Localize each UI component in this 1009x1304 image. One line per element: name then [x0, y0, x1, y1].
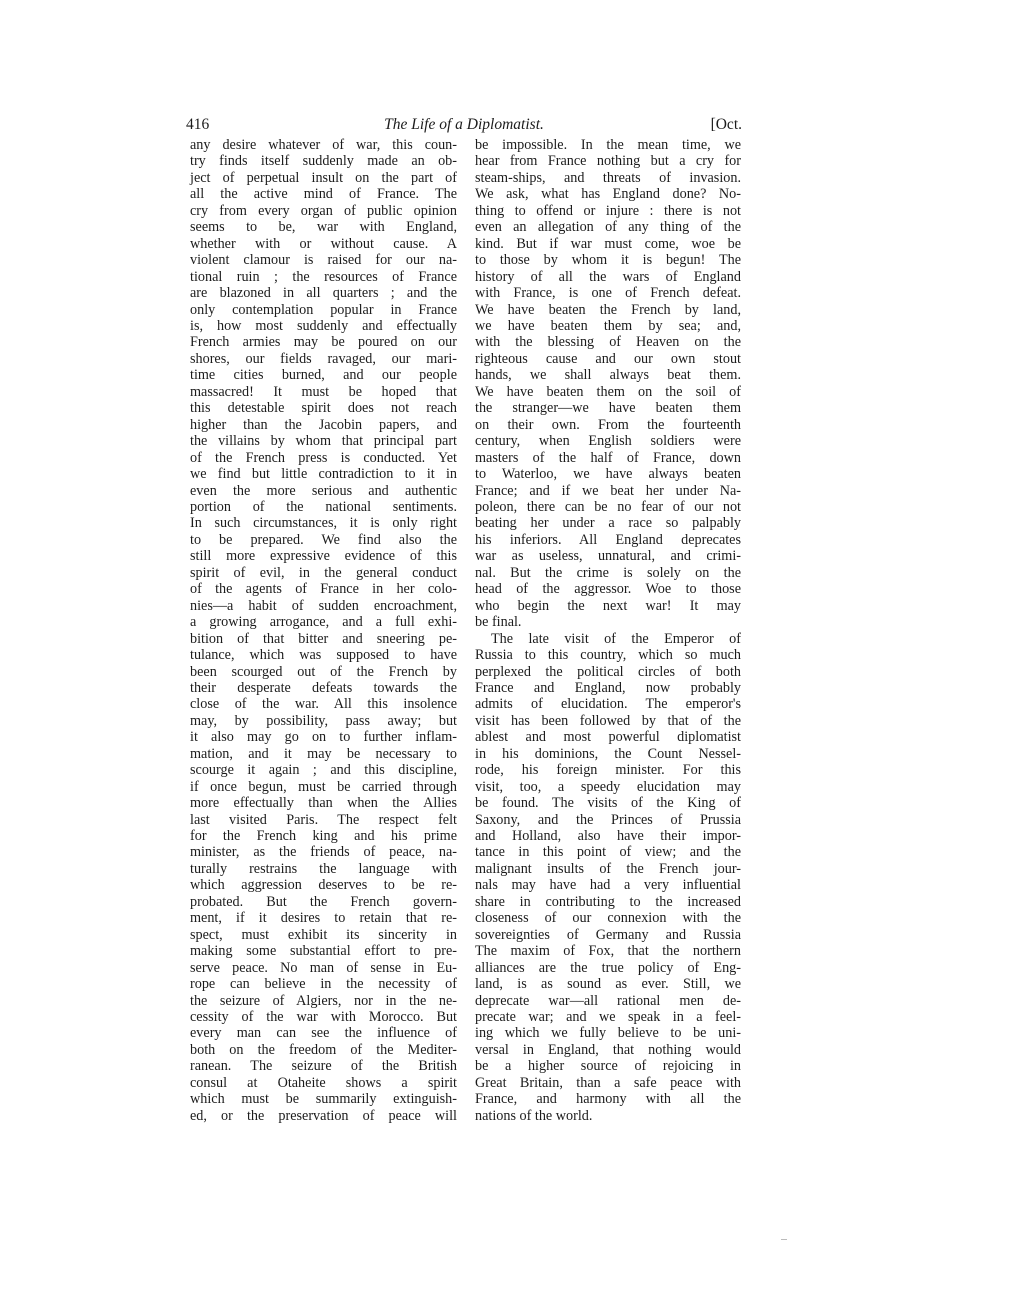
text-line: In such circumstances, it is only right [190, 515, 457, 532]
text-line: only contemplation popular in France [190, 301, 457, 318]
text-line: we have beaten them by sea; and, [475, 317, 741, 334]
text-line: still more expressive evidence of this [190, 548, 457, 565]
text-line: higher than the Jacobin papers, and [190, 416, 457, 433]
text-line: tance in this point of view; and the [475, 844, 741, 861]
text-line: for the French king and his prime [190, 828, 457, 845]
text-line: ablest and most powerful diplomatist [475, 729, 741, 746]
running-header [186, 116, 742, 138]
text-line: been scourged out of the French by [190, 663, 457, 680]
text-line: portion of the national sentiments. [190, 498, 457, 515]
text-line: turally restrains the language with [190, 860, 457, 877]
text-line: French armies may be poured on our [190, 334, 457, 351]
text-line: every man can see the influence of [190, 1025, 457, 1042]
text-line: alliances are the true policy of Eng- [475, 959, 741, 976]
text-line: We have beaten the French by land, [475, 301, 741, 318]
text-line: if once begun, must be carried through [190, 778, 457, 795]
text-line: of the agents of France in her colo- [190, 581, 457, 598]
text-line: more effectually than when the Allies [190, 795, 457, 812]
text-line: poleon, there can be no fear of our not [475, 498, 741, 515]
scan-speck [781, 1239, 787, 1240]
text-line: minister, as the friends of peace, na- [190, 844, 457, 861]
text-line: be final. [475, 614, 522, 631]
text-line: century, when English soldiers were [475, 433, 741, 450]
text-line: and Holland, also have their impor- [475, 828, 741, 845]
text-line: whether with or without cause. A [190, 235, 457, 252]
text-line: admits of elucidation. The emperor's [475, 696, 741, 713]
text-line: sovereignties of Germany and Russia [475, 926, 741, 943]
text-line: it also may go on to further inflam- [190, 729, 457, 746]
text-line: We ask, what has England done? No- [475, 186, 741, 203]
text-line: time cities burned, and our people [190, 367, 457, 384]
text-line: all the active mind of France. The [190, 186, 457, 203]
text-line: rode, his foreign minister. For this [475, 762, 741, 779]
text-line: kind. But if war must come, woe be [475, 235, 741, 252]
text-line: Great Britain, than a safe peace with [475, 1074, 741, 1091]
text-line: hands, we shall always beat them. [475, 367, 741, 384]
text-line: spect, must exhibit its sincerity in [190, 926, 457, 943]
text-line: closeness of our connexion with the [475, 910, 741, 927]
text-line: share in contributing to the increased [475, 893, 741, 910]
text-line: on their own. From the fourteenth [475, 416, 741, 433]
text-line: close of the war. All this insolence [190, 696, 457, 713]
text-line: to those by whom it is begun! The [475, 252, 741, 269]
text-line: The late visit of the Emperor of [491, 630, 741, 647]
text-line: the villains by whom that principal part [190, 433, 457, 450]
text-line: nations of the world. [475, 1107, 593, 1124]
text-line: The maxim of Fox, that the northern [475, 943, 741, 960]
text-line: be a higher source of rejoicing in [475, 1058, 741, 1075]
text-line: ed, or the preservation of peace will [190, 1107, 457, 1124]
text-line: Russia to this country, which so much [475, 647, 741, 664]
text-line: tulance, which was supposed to have [190, 647, 457, 664]
text-line: the stranger—we have beaten them [475, 400, 741, 417]
text-line: nies—a habit of sudden encroachment, [190, 597, 457, 614]
text-line: nals may have had a very influential [475, 877, 741, 894]
text-line: versal in England, that nothing would [475, 1041, 741, 1058]
text-line: in his dominions, the Count Nessel- [475, 745, 741, 762]
text-line: France; and if we beat her under Na- [475, 482, 741, 499]
text-line: Saxony, and the Princes of Prussia [475, 811, 741, 828]
text-line: of the French press is conducted. Yet [190, 449, 457, 466]
text-line: massacred! It must be hoped that [190, 383, 457, 400]
text-line: be found. The visits of the King of [475, 795, 741, 812]
running-title: The Life of a Diplomatist. [384, 116, 544, 133]
text-line: who begin the next war! It may [475, 597, 741, 614]
text-line: even the more serious and authentic [190, 482, 457, 499]
text-line: spirit of evil, in the general conduct [190, 564, 457, 581]
text-line: which must be summarily extinguish- [190, 1091, 457, 1108]
text-line: bition of that bitter and sneering pe- [190, 630, 457, 647]
text-line: consul at Otaheite shows a spirit [190, 1074, 457, 1091]
text-line: with the blessing of Heaven on the [475, 334, 741, 351]
text-line: a growing arrogance, and a full exhi- [190, 614, 457, 631]
text-line: hear from France nothing but a cry for [475, 153, 741, 170]
text-line: steam-ships, and threats of invasion. [475, 169, 741, 186]
text-line: ment, if it desires to retain that re- [190, 910, 457, 927]
text-line: scourge it again ; and this discipline, [190, 762, 457, 779]
text-line: to Waterloo, we have always beaten [475, 466, 741, 483]
text-line: nal. But the crime is solely on the [475, 564, 741, 581]
text-line: perplexed the political circles of both [475, 663, 741, 680]
text-line: history of all the wars of England [475, 268, 741, 285]
text-line: war as useless, unnatural, and crimi- [475, 548, 741, 565]
text-line: malignant insults of the French jour- [475, 860, 741, 877]
text-line: land, is as sound as ever. Still, we [475, 976, 741, 993]
text-line: cry from every organ of public opinion [190, 202, 457, 219]
text-line: head of the aggressor. Woe to those [475, 581, 741, 598]
text-line: probated. But the French govern- [190, 893, 457, 910]
text-line: thing to offend or injure : there is not [475, 202, 741, 219]
text-line: visit, too, a speedy elucidation may [475, 778, 741, 795]
text-line: tional ruin ; the resources of France [190, 268, 457, 285]
text-line: masters of the half of France, down [475, 449, 741, 466]
header-month: [Oct. [710, 116, 742, 133]
text-line: seems to be, war with England, [190, 219, 457, 236]
text-line: precate war; and we speak in a feel- [475, 1009, 741, 1026]
text-line: his inferiors. All England deprecates [475, 531, 741, 548]
text-line: France and England, now probably [475, 679, 741, 696]
text-line: We have beaten them on the soil of [475, 383, 741, 400]
text-line: be impossible. In the mean time, we [475, 137, 741, 153]
text-line: France, and harmony with all the [475, 1091, 741, 1108]
text-line: we find but little contradiction to it in [190, 466, 457, 483]
text-line: ranean. The seizure of the British [190, 1058, 457, 1075]
left-text-column [190, 137, 457, 1124]
text-line: which aggression deserves to be re- [190, 877, 457, 894]
text-line: any desire whatever of war, this coun- [190, 137, 457, 153]
text-line: even an allegation of any thing of the [475, 219, 741, 236]
right-text-column [475, 137, 741, 1124]
text-line: cessity of the war with Morocco. But [190, 1009, 457, 1026]
text-line: is, how most suddenly and effectually [190, 317, 457, 334]
text-line: to be prepared. We find also the [190, 531, 457, 548]
text-line: the seizure of Algiers, nor in the ne- [190, 992, 457, 1009]
text-line: rope can believe in the necessity of [190, 976, 457, 993]
text-line: serve peace. No man of sense in Eu- [190, 959, 457, 976]
text-line: their desperate defeats towards the [190, 679, 457, 696]
text-line: try finds itself suddenly made an ob- [190, 153, 457, 170]
text-line: are blazoned in all quarters ; and the [190, 285, 457, 302]
page-number: 416 [186, 116, 210, 133]
text-line: violent clamour is raised for our na- [190, 252, 457, 269]
text-line: mation, and it may be necessary to [190, 745, 457, 762]
text-line: righteous cause and our own stout [475, 350, 741, 367]
text-line: last visited Paris. The respect felt [190, 811, 457, 828]
text-line: beating her under a race so palpably [475, 515, 741, 532]
text-line: ing which we fully believe to be uni- [475, 1025, 741, 1042]
text-line: with France, is one of French defeat. [475, 285, 741, 302]
text-line: may, by possibility, pass away; but [190, 712, 457, 729]
text-line: this detestable spirit does not reach [190, 400, 457, 417]
text-line: both on the freedom of the Mediter- [190, 1041, 457, 1058]
text-line: shores, our fields ravaged, our mari- [190, 350, 457, 367]
text-line: deprecate war—all rational men de- [475, 992, 741, 1009]
text-line: visit has been followed by that of the [475, 712, 741, 729]
text-line: ject of perpetual insult on the part of [190, 169, 457, 186]
text-line: making some substantial effort to pre- [190, 943, 457, 960]
